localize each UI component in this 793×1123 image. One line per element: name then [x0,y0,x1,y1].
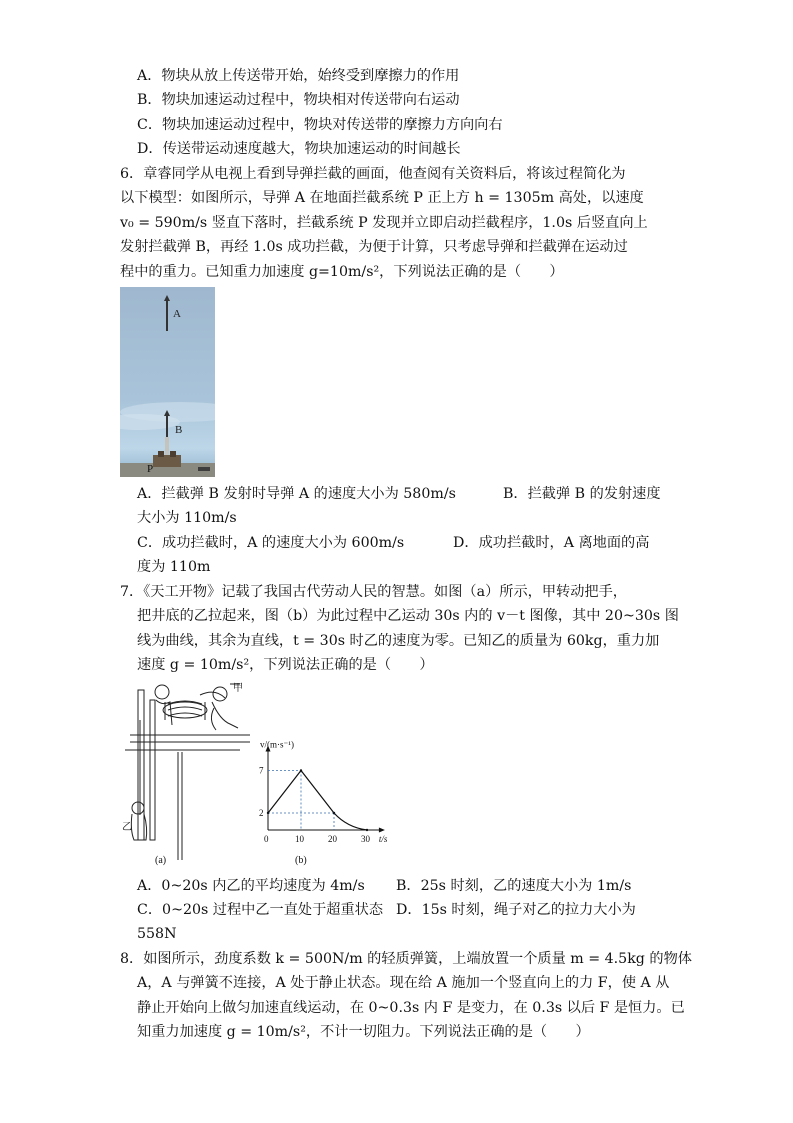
person-jia-label: 甲 [233,683,243,694]
q8-stem-line2: A，A 与弹簧不连接，A 处于静止状态。现在给 A 施加一个竖直向上的力 F，使 A 从 [137,975,670,991]
data-point [267,812,269,814]
x-tick-label: 30 [361,834,370,844]
q5-option-d: D．传送带运动速度越大，物块加速运动的时间越长 [137,141,461,157]
q8-stem-line4: 知重力加速度 g = 10m/s²，不计一切阻力。下列说法正确的是（ ） [137,1024,590,1040]
q6-stem-line4: 发射拦截弹 B，再经 1.0s 成功拦截，为便于计算，只考虑导弹和拦截弹在运动过 [120,239,628,255]
q6-option-d: D．成功拦截时，A 离地面的高 [453,535,650,551]
y-tick-label: 7 [259,765,264,776]
q6-missile-photo [120,287,215,477]
y-axis-label: v/(m·s⁻¹) [260,739,294,750]
y-tick-label: 2 [259,808,264,818]
q7-option-c: C．0~20s 过程中乙一直处于超重状态 [137,902,384,918]
q7-option-a: A．0~20s 内乙的平均速度为 4m/s [137,878,365,894]
q6-option-c: C．成功拦截时，A 的速度大小为 600m/s [137,535,405,551]
data-point [366,829,368,831]
q7-option-d-cont: 558N [137,926,177,942]
q6-stem-line3: v₀ = 590m/s 竖直下落时，拦截系统 P 发现并立即启动拦截程序，1.0s 后竖直向上 [120,215,648,231]
q7-option-b: B．25s 时刻，乙的速度大小为 1m/s [396,878,632,894]
q8-stem-line3: 静止开始向上做匀加速直线运动，在 0~0.3s 内 F 是变力，在 0.3s 以后 F 是恒力。已 [137,1000,685,1016]
person-yi-label: 乙 [122,822,132,833]
x-axis-arrow [379,828,385,833]
q6-stem-line5: 程中的重力。已知重力加速度 g=10m/s²，下列说法正确的是（ ） [120,264,564,280]
q6-stem-line1: 6．章睿同学从电视上看到导弹拦截的画面，他查阅有关资料后，将该过程简化为 [120,166,626,182]
q7-option-d: D．15s 时刻，绳子对乙的拉力大小为 [396,902,636,918]
q5-option-b: B．物块加速运动过程中，物块相对传送带向右运动 [137,92,460,108]
q6-option-d-cont: 度为 110m [137,559,211,575]
q7-figure [120,680,400,870]
windlass-illustration [125,684,250,860]
q7-stem-line2: 把井底的乙拉起来，图（b）为此过程中乙运动 30s 内的 v－t 图像，其中 20~30s 图 [137,608,679,624]
q8-stem-line1: 8．如图所示，劲度系数 k = 500N/m 的轻质弹簧，上端放置一个质量 m = 4.5kg 的物体 [120,951,692,967]
q6-option-a: A．拦截弹 B 发射时导弹 A 的速度大小为 580m/s [137,486,456,502]
caption-b: (b) [295,855,307,866]
x-tick-label: 0 [264,834,269,844]
q6-stem-line2: 以下模型：如图所示，导弹 A 在地面拦截系统 P 正上方 h = 1305m 高处，以速度 [120,190,644,206]
x-axis-label: t/s [378,834,388,844]
q5-option-c: C．物块加速运动过程中，物块对传送带的摩擦力方向向右 [137,117,503,133]
data-point [333,812,335,814]
data-point [300,769,302,771]
q7-stem-line4: 速度 g = 10m/s²，下列说法正确的是（ ） [137,657,434,673]
system-p-label: P [147,463,154,475]
q5-option-a: A．物块从放上传送带开始，始终受到摩擦力的作用 [137,68,460,84]
caption-a: (a) [155,855,167,866]
q6-option-b: B．拦截弹 B 的发射速度 [503,486,661,502]
q6-option-b-cont: 大小为 110m/s [137,510,237,526]
interceptor-b-label: B [175,424,183,436]
q7-stem-line1: 7．《天工开物》记载了我国古代劳动人民的智慧。如图（a）所示，甲转动把手， [120,584,627,600]
x-tick-label: 10 [295,834,304,844]
missile-a-label: A [173,308,181,320]
vt-graph [259,740,388,845]
x-tick-label: 20 [328,834,337,844]
series-line-curve [334,813,367,830]
q7-stem-line3: 线为曲线，其余为直线，t = 30s 时乙的速度为零。已知乙的质量为 60kg，重力加 [137,633,660,649]
